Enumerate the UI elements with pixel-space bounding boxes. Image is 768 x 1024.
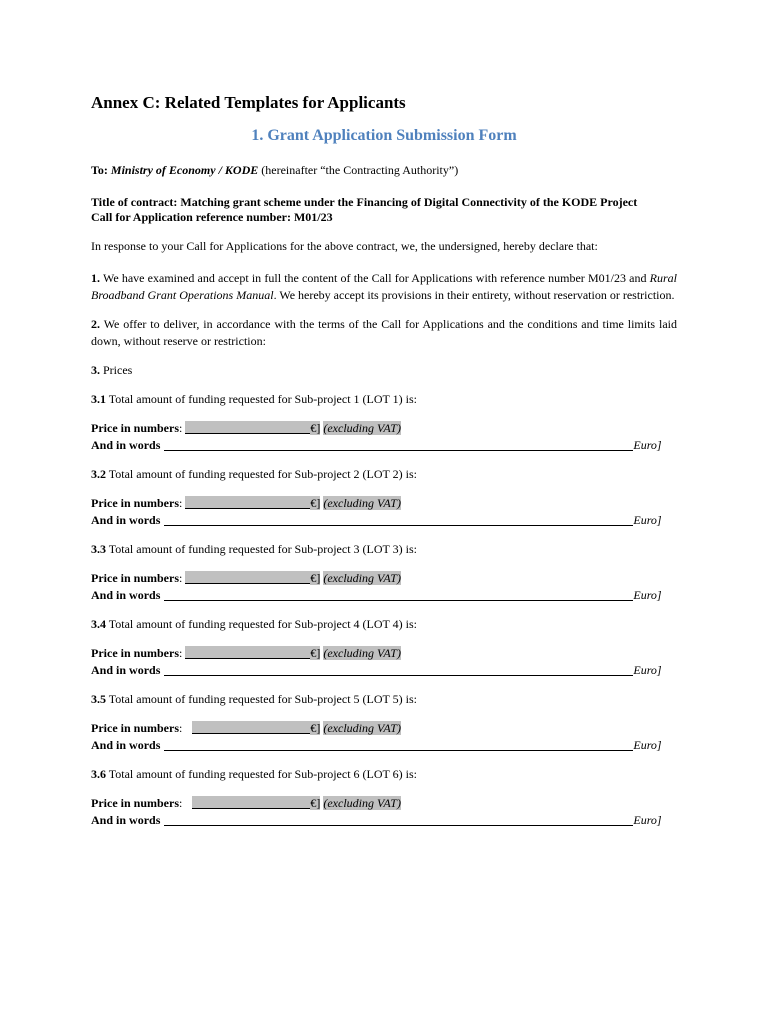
and-in-words-label: And in words	[91, 738, 161, 752]
intro-paragraph: In response to your Call for Applications for the above contract, we, the undersigned, hereby declare that:	[91, 239, 598, 253]
lot-text: Total amount of funding requested for Sub-project 5 (LOT 5) is:	[106, 692, 417, 706]
clause-2-text: We offer to deliver, in accordance with the terms of the Call for Applications and the conditions and time limits laid down, without reserve or restriction:	[91, 317, 677, 348]
lot-number: 3.1	[91, 392, 106, 406]
price-in-words-row	[91, 662, 677, 679]
contract-title: Title of contract: Matching grant scheme under the Financing of Digital Connectivity of the KODE Project	[91, 195, 638, 209]
euro-bracket: €]	[310, 571, 321, 585]
excluding-vat-note: (excluding VAT)	[323, 721, 401, 735]
authority-name: Ministry of Economy / KODE	[110, 163, 259, 177]
to-label: To:	[91, 163, 108, 177]
excluding-vat-note: (excluding VAT)	[323, 496, 401, 510]
price-in-numbers-label: Price in numbers	[91, 421, 179, 435]
lot-heading	[91, 391, 677, 408]
lot-heading	[91, 766, 677, 783]
lot-section	[91, 616, 677, 679]
lot-number: 3.4	[91, 617, 106, 631]
annex-title: Annex C: Related Templates for Applicants	[91, 93, 406, 112]
price-in-numbers-row	[91, 795, 677, 812]
price-words-field[interactable]	[164, 587, 633, 601]
price-in-words-row	[91, 512, 677, 529]
lot-text: Total amount of funding requested for Sub-project 6 (LOT 6) is:	[106, 767, 417, 781]
and-in-words-label: And in words	[91, 438, 161, 452]
clause-1-text-b: . We hereby accept its provisions in their entirety, without reservation or restriction.	[273, 288, 675, 302]
price-words-field[interactable]	[164, 737, 633, 751]
excluding-vat-note: (excluding VAT)	[323, 421, 401, 435]
lot-number: 3.5	[91, 692, 106, 706]
price-number-field[interactable]	[185, 571, 310, 584]
lot-heading	[91, 691, 677, 708]
price-in-words-row	[91, 737, 677, 754]
lot-section	[91, 466, 677, 529]
colon: :	[179, 721, 183, 735]
euro-bracket: €]	[310, 646, 321, 660]
price-in-words-row	[91, 812, 677, 829]
lot-number: 3.3	[91, 542, 106, 556]
price-number-field[interactable]	[185, 421, 310, 434]
lots-list	[91, 391, 677, 829]
price-in-numbers-label: Price in numbers	[91, 721, 179, 735]
price-in-numbers-label: Price in numbers	[91, 796, 179, 810]
clause-3-text: Prices	[100, 363, 133, 377]
euro-bracket: €]	[310, 496, 321, 510]
and-in-words-label: And in words	[91, 588, 161, 602]
clause-2-number: 2.	[91, 317, 100, 331]
clause-2	[91, 316, 677, 350]
call-reference: Call for Application reference number: M01/23	[91, 209, 333, 224]
price-number-field[interactable]	[192, 796, 310, 809]
lot-heading	[91, 616, 677, 633]
euro-bracket: €]	[310, 421, 321, 435]
lot-number: 3.6	[91, 767, 106, 781]
price-in-words-row	[91, 437, 677, 454]
lot-text: Total amount of funding requested for Sub-project 1 (LOT 1) is:	[106, 392, 417, 406]
euro-bracket: €]	[310, 721, 321, 735]
and-in-words-label: And in words	[91, 663, 161, 677]
lot-section	[91, 766, 677, 829]
price-words-field[interactable]	[164, 662, 633, 676]
form-title: 1. Grant Application Submission Form	[251, 127, 517, 144]
colon: :	[179, 496, 183, 510]
price-in-numbers-row	[91, 495, 677, 512]
lot-text: Total amount of funding requested for Sub-project 2 (LOT 2) is:	[106, 467, 417, 481]
euro-end: Euro]	[633, 813, 662, 827]
lot-text: Total amount of funding requested for Sub-project 3 (LOT 3) is:	[106, 542, 417, 556]
clause-1-number: 1.	[91, 271, 100, 285]
excluding-vat-note: (excluding VAT)	[323, 571, 401, 585]
price-words-field[interactable]	[164, 512, 633, 526]
price-in-numbers-label: Price in numbers	[91, 571, 179, 585]
euro-bracket: €]	[310, 796, 321, 810]
price-in-numbers-label: Price in numbers	[91, 496, 179, 510]
price-in-numbers-row	[91, 570, 677, 587]
colon: :	[179, 646, 183, 660]
clause-1-text-a: We have examined and accept in full the content of the Call for Applications with reference number M01/23 and	[100, 271, 650, 285]
price-in-numbers-row	[91, 645, 677, 662]
price-in-numbers-row	[91, 420, 677, 437]
euro-end: Euro]	[633, 513, 662, 527]
and-in-words-label: And in words	[91, 813, 161, 827]
and-in-words-label: And in words	[91, 513, 161, 527]
lot-heading	[91, 466, 677, 483]
euro-end: Euro]	[633, 663, 662, 677]
euro-end: Euro]	[633, 588, 662, 602]
colon: :	[179, 421, 183, 435]
authority-note: (hereinafter “the Contracting Authority”)	[258, 163, 459, 177]
lot-number: 3.2	[91, 467, 106, 481]
price-number-field[interactable]	[185, 496, 310, 509]
price-in-numbers-label: Price in numbers	[91, 646, 179, 660]
price-number-field[interactable]	[192, 721, 310, 734]
euro-end: Euro]	[633, 438, 662, 452]
excluding-vat-note: (excluding VAT)	[323, 646, 401, 660]
price-in-numbers-row	[91, 720, 677, 737]
addressee-line	[91, 162, 677, 179]
price-words-field[interactable]	[164, 812, 633, 826]
price-words-field[interactable]	[164, 437, 633, 451]
clause-3-number: 3.	[91, 363, 100, 377]
price-in-words-row	[91, 587, 677, 604]
manual-title: Rural Broadband Grant Operations Manual	[91, 271, 677, 302]
lot-section	[91, 691, 677, 754]
euro-end: Euro]	[633, 738, 662, 752]
lot-heading	[91, 541, 677, 558]
clause-3	[91, 362, 677, 379]
contract-block	[91, 195, 677, 224]
colon: :	[179, 571, 183, 585]
price-number-field[interactable]	[185, 646, 310, 659]
lot-text: Total amount of funding requested for Sub-project 4 (LOT 4) is:	[106, 617, 417, 631]
lot-section	[91, 391, 677, 454]
lot-section	[91, 541, 677, 604]
colon: :	[179, 796, 183, 810]
clause-1	[91, 270, 677, 304]
excluding-vat-note: (excluding VAT)	[323, 796, 401, 810]
